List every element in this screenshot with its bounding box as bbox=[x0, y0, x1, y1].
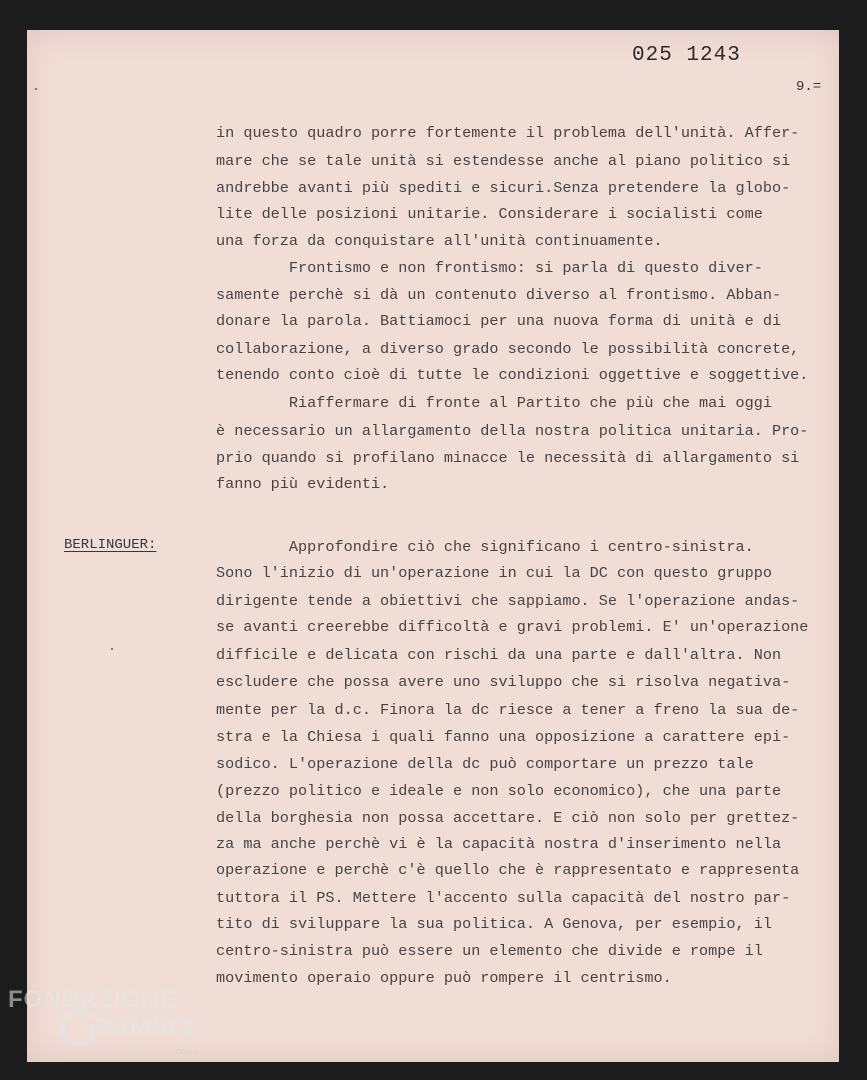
watermark-line2: RAMSCI bbox=[94, 1014, 195, 1041]
text-line: andrebbe avanti più spediti e sicuri.Senza pretendere la globo- bbox=[216, 179, 791, 197]
text-line: Sono l'inizio di un'operazione in cui la DC con questo gruppo bbox=[216, 564, 772, 582]
text-line: operazione e perchè c'è quello che è rappresentato e rappresenta bbox=[216, 861, 800, 879]
text-line: tito di sviluppare la sua politica. A Genova, per esempio, il bbox=[216, 915, 772, 933]
gramsci-g-logo-icon bbox=[58, 1008, 98, 1048]
text-line: samente perchè si dà un contenuto diverso al frontismo. Abban- bbox=[216, 286, 782, 304]
text-line: prio quando si profilano minacce le necessità di allargamento si bbox=[216, 449, 800, 467]
text-line: collaborazione, a diverso grado secondo le possibilità concrete, bbox=[216, 340, 800, 358]
text-line: tenendo conto cioè di tutte le condizioni oggettive e soggettive. bbox=[216, 366, 809, 384]
text-line: mare che se tale unità si estendesse anche al piano politico si bbox=[216, 152, 791, 170]
page-number: 9.= bbox=[796, 79, 822, 95]
watermark-line1: FONDAZIONE bbox=[8, 986, 177, 1013]
paper-speck bbox=[35, 88, 37, 90]
text-line: fanno più evidenti. bbox=[216, 475, 390, 493]
text-line: della borghesia non possa accettare. E ciò non solo per grettez- bbox=[216, 809, 800, 827]
text-line: mente per la d.c. Finora la dc riesce a tener a freno la sua de- bbox=[216, 701, 800, 719]
text-line: lite delle posizioni unitarie. Considerare i socialisti come bbox=[216, 205, 763, 223]
watermark-small: onlus bbox=[176, 1046, 198, 1056]
text-line: donare la parola. Battiamoci per una nuova forma di unità e di bbox=[216, 312, 782, 330]
text-line: dirigente tende a obiettivi che sappiamo. Se l'operazione andas- bbox=[216, 592, 800, 610]
text-line: movimento operaio oppure può rompere il centrismo. bbox=[216, 969, 672, 987]
text-line: (prezzo politico e ideale e non solo economico), che una parte bbox=[216, 782, 782, 800]
fondazione-gramsci-watermark bbox=[8, 986, 218, 1066]
text-line: stra e la Chiesa i quali fanno una opposizione a carattere epi- bbox=[216, 728, 791, 746]
text-line: è necessario un allargamento della nostra politica unitaria. Pro- bbox=[216, 422, 809, 440]
text-line: centro-sinistra può essere un elemento che divide e rompe il bbox=[216, 942, 763, 960]
text-line: difficile e delicata con rischi da una parte e dall'altra. Non bbox=[216, 646, 782, 664]
text-line: escludere che possa avere uno sviluppo che si risolva negativa- bbox=[216, 673, 791, 691]
text-line: se avanti creerebbe difficoltà e gravi problemi. E' un'operazione bbox=[216, 618, 809, 636]
text-line: una forza da conquistare all'unità continuamente. bbox=[216, 232, 663, 250]
text-line: tuttora il PS. Mettere l'accento sulla capacità del nostro par- bbox=[216, 889, 791, 907]
text-line: Approfondire ciò che significano i centro-sinistra. bbox=[216, 538, 754, 556]
text-line: sodico. L'operazione della dc può comportare un prezzo tale bbox=[216, 755, 754, 773]
text-line: in questo quadro porre fortemente il problema dell'unità. Affer- bbox=[216, 124, 800, 142]
text-line: Riaffermare di fronte al Partito che più che mai oggi bbox=[216, 394, 772, 412]
paper-speck bbox=[111, 648, 113, 650]
text-line: za ma anche perchè vi è la capacità nostra d'inserimento nella bbox=[216, 835, 782, 853]
archive-number: 025 1243 bbox=[632, 44, 741, 67]
speaker-label: BERLINGUER: bbox=[64, 537, 157, 553]
text-line: Frontismo e non frontismo: si parla di questo diver- bbox=[216, 259, 763, 277]
